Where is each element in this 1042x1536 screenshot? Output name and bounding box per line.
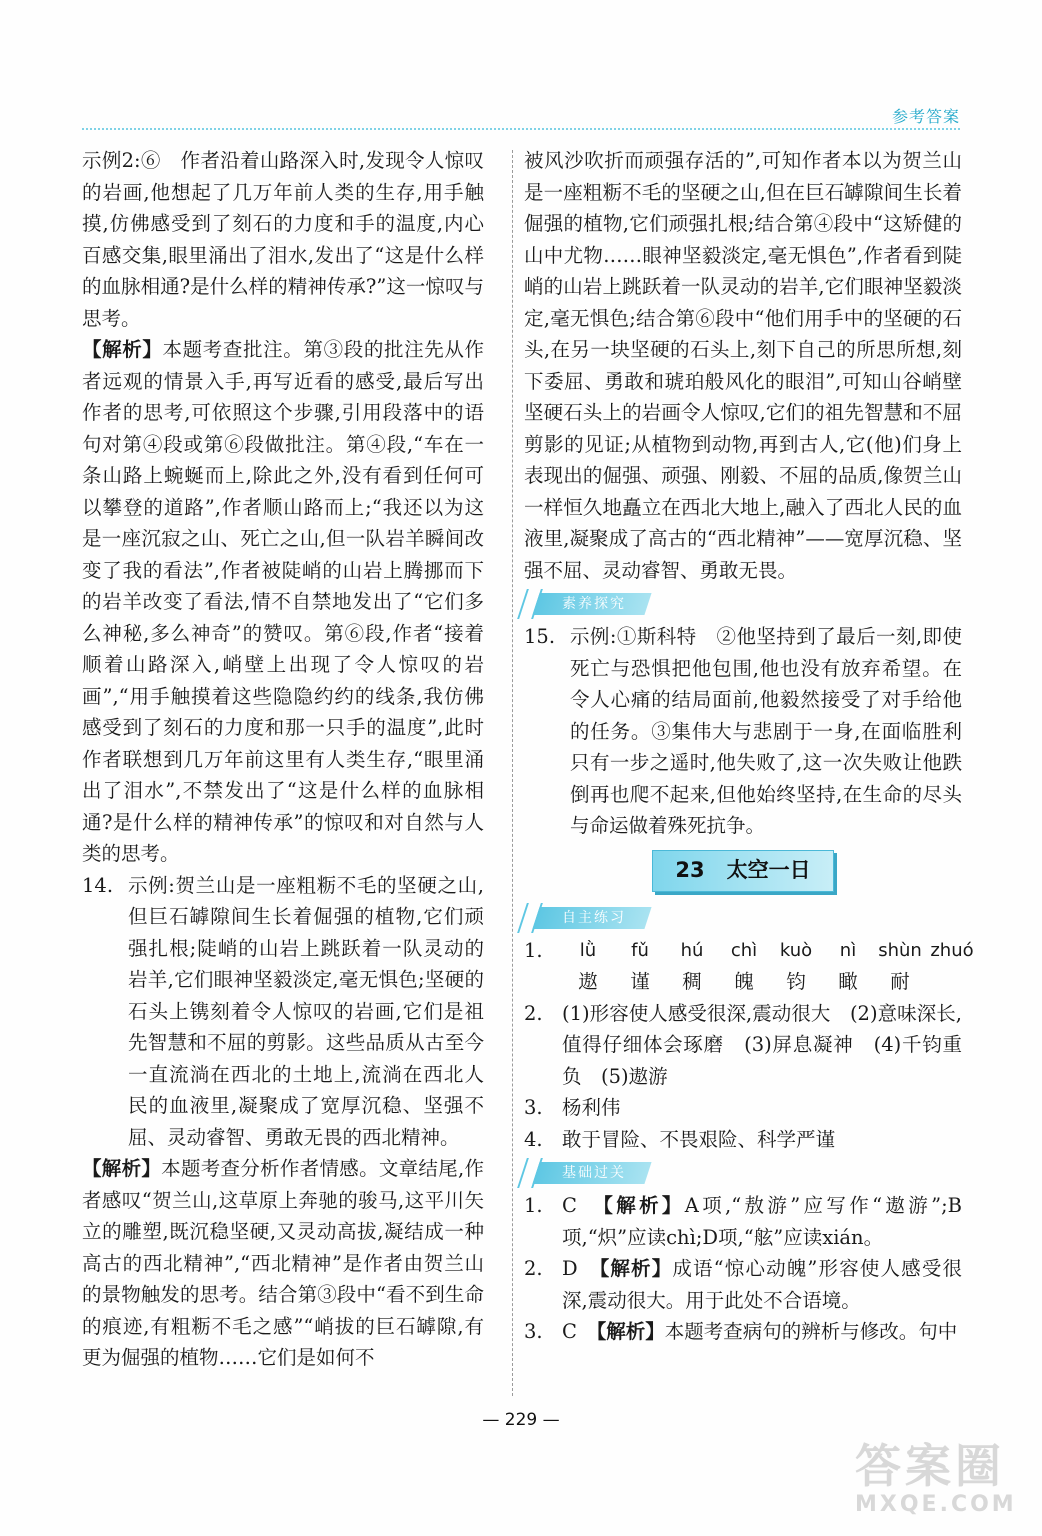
question-number: 2. (524, 1257, 543, 1280)
char: 魄 (734, 970, 754, 993)
question-answer (562, 935, 978, 998)
question-number: 3. (524, 1320, 543, 1343)
pinyin: hú (680, 939, 704, 961)
question-number: 4. (524, 1127, 543, 1151)
section-tag-jichu: 基础过关 (532, 1162, 651, 1184)
answer-choice: C (562, 1320, 577, 1343)
char-row (562, 966, 978, 998)
basic-question-2 (524, 1253, 962, 1316)
answer-choice: D (562, 1257, 578, 1280)
question-answer (562, 1253, 962, 1316)
section-tag-suyang: 素养探究 (532, 593, 651, 615)
question-answer: 杨利伟 (562, 1096, 621, 1119)
question-number: 3. (524, 1096, 543, 1119)
char: 谨 (630, 970, 650, 993)
page-number: — 229 — (482, 1410, 560, 1430)
question-answer (562, 1316, 962, 1348)
watermark-line-2: MXQE.COM (855, 1492, 1017, 1517)
char: 稠 (682, 970, 702, 993)
analysis-tag: 【解析】 (603, 1194, 685, 1217)
analysis-tag: 【解析】 (599, 1257, 673, 1280)
question-3 (524, 1092, 962, 1124)
basic-question-1 (524, 1190, 962, 1253)
watermark-logo (855, 1440, 1025, 1530)
answer-choice: C (562, 1194, 577, 1217)
question-1-pinyin (524, 935, 974, 998)
example-2-text: 示例2:⑥ 作者沿着山路深入时,发现令人惊叹的岩画,他想起了几万年前人类的生存,用手触摸,仿佛感受到了刻石的力度和手的温度,内心百感交集,眼里涌出了泪水,发出了“这是什么样的血脉相通?是什么样的精神传承?”这一惊叹与思考。 (82, 149, 484, 330)
char: 钧 (786, 970, 806, 993)
header-rule (82, 128, 960, 130)
pinyin: chì (730, 939, 758, 961)
section-tag-zizhu: 自主练习 (532, 907, 651, 929)
analysis-text: 成语“惊心动魄”形容使人感受很深,震动很大。用于此处不合语境。 (562, 1257, 962, 1312)
basic-question-3 (524, 1316, 962, 1348)
question-answer (562, 1190, 962, 1253)
analysis-text: 本题考查病句的辨析与修改。句中 (664, 1320, 958, 1343)
char: 瞰 (838, 970, 858, 993)
analysis-paragraph-1 (82, 334, 484, 870)
question-number: 14. (82, 873, 114, 897)
pinyin: shùn (878, 939, 922, 961)
continuation-text: 被风沙吹折而顽强存活的”,可知作者本以为贺兰山是一座粗粝不毛的坚硬之山,但在巨石罅隙间生长着倔强的植物,它们顽强扎根;结合第④段中“这矫健的山中尤物……眼神坚毅淡定,毫无惧色”,作者看到陡峭的山岩上跳跃着一队灵动的岩羊,它们眼神坚毅淡定,毫无惧色;结合第⑥段中“他们用手中的坚硬的石头,在另一块坚硬的石头上,刻下自己的所思所想,刻下委屈、勇敢和琥珀般风化的眼泪”,可知山谷峭壁坚硬石头上的岩画令人惊叹,它们的祖先智慧和不屈剪影的见证;从植物到动物,再到古人,它(他)们身上表现出的倔强、顽强、刚毅、不屈的品质,像贺兰山一样恒久地矗立在西北大地上,融入了西北人民的血液里,凝聚成了高古的“西北精神”——宽厚沉稳、坚强不屈、灵动睿智、勇敢无畏。 (524, 149, 962, 582)
analysis-tag: 【解析】 (82, 338, 163, 361)
char: 遨 (578, 970, 598, 993)
pinyin: nì (839, 939, 857, 961)
chapter-number: 23 (675, 857, 705, 882)
question-number: 2. (524, 1001, 543, 1025)
question-answer: 示例:①斯科特 ②他坚持到了最后一刻,即使死亡与恐惧把他包围,他也没有放弃希望。在令人心痛的结局面前,他毅然接受了对手给他的任务。③集伟大与悲剧于一身,在面临胜利只有一步之遥时,他失败了,这一次失败让他跌倒再也爬不起来,但他始终坚持,在生命的尽头与命运做着殊死抗争。 (570, 625, 962, 837)
pinyin: fǔ (631, 939, 649, 961)
chapter-heading (652, 850, 834, 892)
pinyin: lǜ (579, 939, 597, 961)
left-column (82, 145, 484, 1374)
right-column (524, 145, 974, 1348)
analysis-text: 本题考查分析作者情感。文章结尾,作者感叹“贺兰山,这草原上奔驰的骏马,这平川矢立的雕塑,既沉稳坚硬,又灵动高拔,凝结成一种高古的西北精神”,“西北精神”是作者由贺兰山的景物触发的思考。结合第③段中“看不到生命的痕迹,有粗粝不毛之感”“峭拔的巨石罅隙,有更为倔强的植物……它们是如何不 (82, 1157, 484, 1369)
chapter-title: 太空一日 (726, 857, 811, 882)
watermark-line-1: 答案圈 (855, 1439, 1005, 1493)
analysis-paragraph-2 (82, 1153, 484, 1374)
pinyin-row (562, 935, 978, 967)
pinyin: zhuó (930, 939, 974, 961)
analysis-text: 本题考查批注。第③段的批注先从作者远观的情景入手,再写近看的感受,最后写出作者的思考,可依照这个步骤,引用段落中的语句对第④段或第⑥段做批注。第④段,“车在一条山路上蜿蜒而上,除此之外,没有看到任何可以攀登的道路”,作者顺山路而上;“我还以为这是一座沉寂之山、死亡之山,但一队岩羊瞬间改变了我的看法”,作者被陡峭的山岩上腾挪而下的岩羊改变了看法,情不自禁地发出了“它们多么神秘,多么神奇”的赞叹。第⑥段,作者“接着顺着山路深入,峭壁上出现了令人惊叹的岩画”,“用手触摸着这些隐隐约约的线条,我仿佛感受到了刻石的力度和那一只手的温度”,此时作者联想到几万年前这里有人类生存,“眼里涌出了泪水”,不禁发出了“这是什么样的血脉相通?是什么样的精神传承”的惊叹和对自然与人类的思考。 (82, 338, 484, 865)
question-answer: 敢于冒险、不畏艰险、科学严谨 (562, 1127, 836, 1151)
question-15 (524, 621, 962, 842)
question-4 (524, 1124, 962, 1156)
question-number: 1. (524, 938, 543, 962)
analysis-tag: 【解析】 (596, 1320, 665, 1343)
question-number: 1. (524, 1194, 543, 1217)
pinyin: kuò (779, 939, 813, 961)
question-answer: (1)形容使人感受很深,震动很大 (2)意味深长,值得仔细体会琢磨 (3)屏息凝神 (4)千钧重负 (5)遨游 (562, 1001, 962, 1088)
analysis-tag: 【解析】 (82, 1157, 162, 1180)
analysis-text: A项,“敖游”应写作“遨游”;B项,“炽”应读chì;D项,“舷”应读xián。 (562, 1194, 962, 1249)
header-label: 参考答案 (891, 107, 960, 126)
question-2 (524, 998, 962, 1093)
question-number: 15. (524, 625, 556, 648)
question-14 (82, 870, 484, 1154)
char: 耐 (890, 970, 910, 993)
question-answer: 示例:贺兰山是一座粗粝不毛的坚硬之山,但巨石罅隙间生长着倔强的植物,它们顽强扎根;陡峭的山岩上跳跃着一队灵动的岩羊,它们眼神坚毅淡定,毫无惧色;坚硬的石头上镌刻着令人惊叹的岩画,它们是祖先智慧和不屈的剪影。这些品质从古至今一直流淌在西北的土地上,流淌在西北人民的血液里,凝聚成了宽厚沉稳、坚强不屈、灵动睿智、勇敢无畏的西北精神。 (128, 873, 484, 1149)
column-divider (512, 150, 513, 1396)
